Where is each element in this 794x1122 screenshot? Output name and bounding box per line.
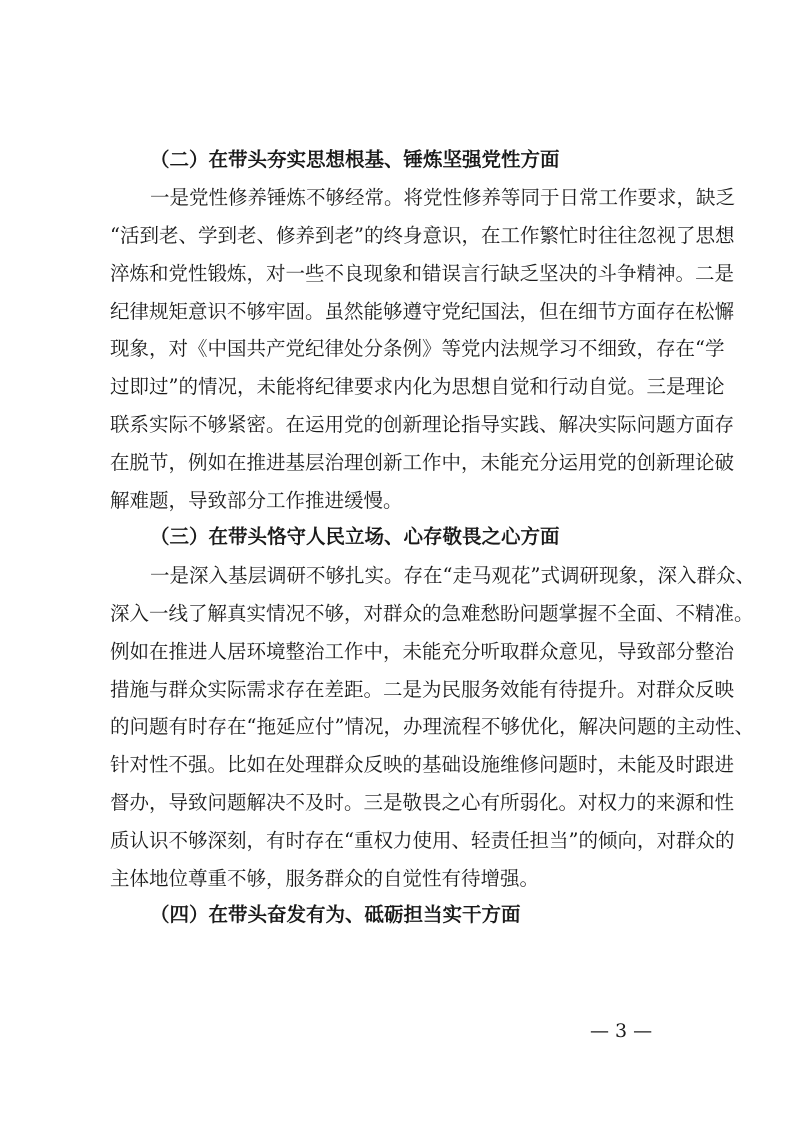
paragraph-line: 淬炼和党性锻炼，对一些不良现象和错误言行缺乏坚决的斗争精神。二是 <box>110 262 735 285</box>
paragraph-line: 在脱节，例如在推进基层治理创新工作中，未能充分运用党的创新理论破 <box>110 451 735 474</box>
paragraph-line: 质认识不够深刻，有时存在“重权力使用、轻责任担当”的倾向，对群众的 <box>110 829 735 852</box>
paragraph-line: 的问题有时存在“拖延应付”情况，办理流程不够优化，解决问题的主动性、 <box>110 715 754 738</box>
paragraph-line: 过即过”的情况，未能将纪律要求内化为思想自觉和行动自觉。三是理论 <box>110 375 725 398</box>
paragraph-line: 联系实际不够紧密。在运用党的创新理论指导实践、解决实际问题方面存 <box>110 413 735 436</box>
paragraph-line: 现象，对《中国共产党纪律处分条例》等党内法规学习不细致，存在“学 <box>110 337 725 360</box>
paragraph-line: 措施与群众实际需求存在差距。二是为民服务效能有待提升。对群众反映 <box>110 678 735 701</box>
paragraph-line: 解难题，导致部分工作推进缓慢。 <box>110 489 403 512</box>
paragraph-line: 纪律规矩意识不够牢固。虽然能够遵守党纪国法，但在细节方面存在松懈 <box>110 300 735 323</box>
paragraph-line: 针对性不强。比如在处理群众反映的基础设施维修问题时，未能及时跟进 <box>110 753 735 776</box>
section-heading: （四）在带头奋发有为、砥砺担当实干方面 <box>150 903 521 926</box>
section-heading: （三）在带头恪守人民立场、心存敬畏之心方面 <box>150 525 560 548</box>
paragraph-line: 督办，导致问题解决不及时。三是敬畏之心有所弱化。对权力的来源和性 <box>110 791 735 814</box>
paragraph-line: 一是深入基层调研不够扎实。存在“走马观花”式调研现象，深入群众、 <box>150 564 755 587</box>
paragraph-line: 一是党性修养锤炼不够经常。将党性修养等同于日常工作要求，缺乏 <box>150 186 736 209</box>
paragraph-line: “活到老、学到老、修养到老”的终身意识，在工作繁忙时往往忽视了思想 <box>110 224 735 247</box>
paragraph-line: 主体地位尊重不够，服务群众的自觉性有待增强。 <box>110 867 540 890</box>
section-heading: （二）在带头夯实思想根基、锤炼坚强党性方面 <box>150 148 560 171</box>
page-number: — 3 — <box>590 1020 653 1042</box>
paragraph-line: 深入一线了解真实情况不够，对群众的急难愁盼问题掌握不全面、不精准。 <box>110 602 754 625</box>
paragraph-line: 例如在推进人居环境整治工作中，未能充分听取群众意见，导致部分整治 <box>110 640 735 663</box>
